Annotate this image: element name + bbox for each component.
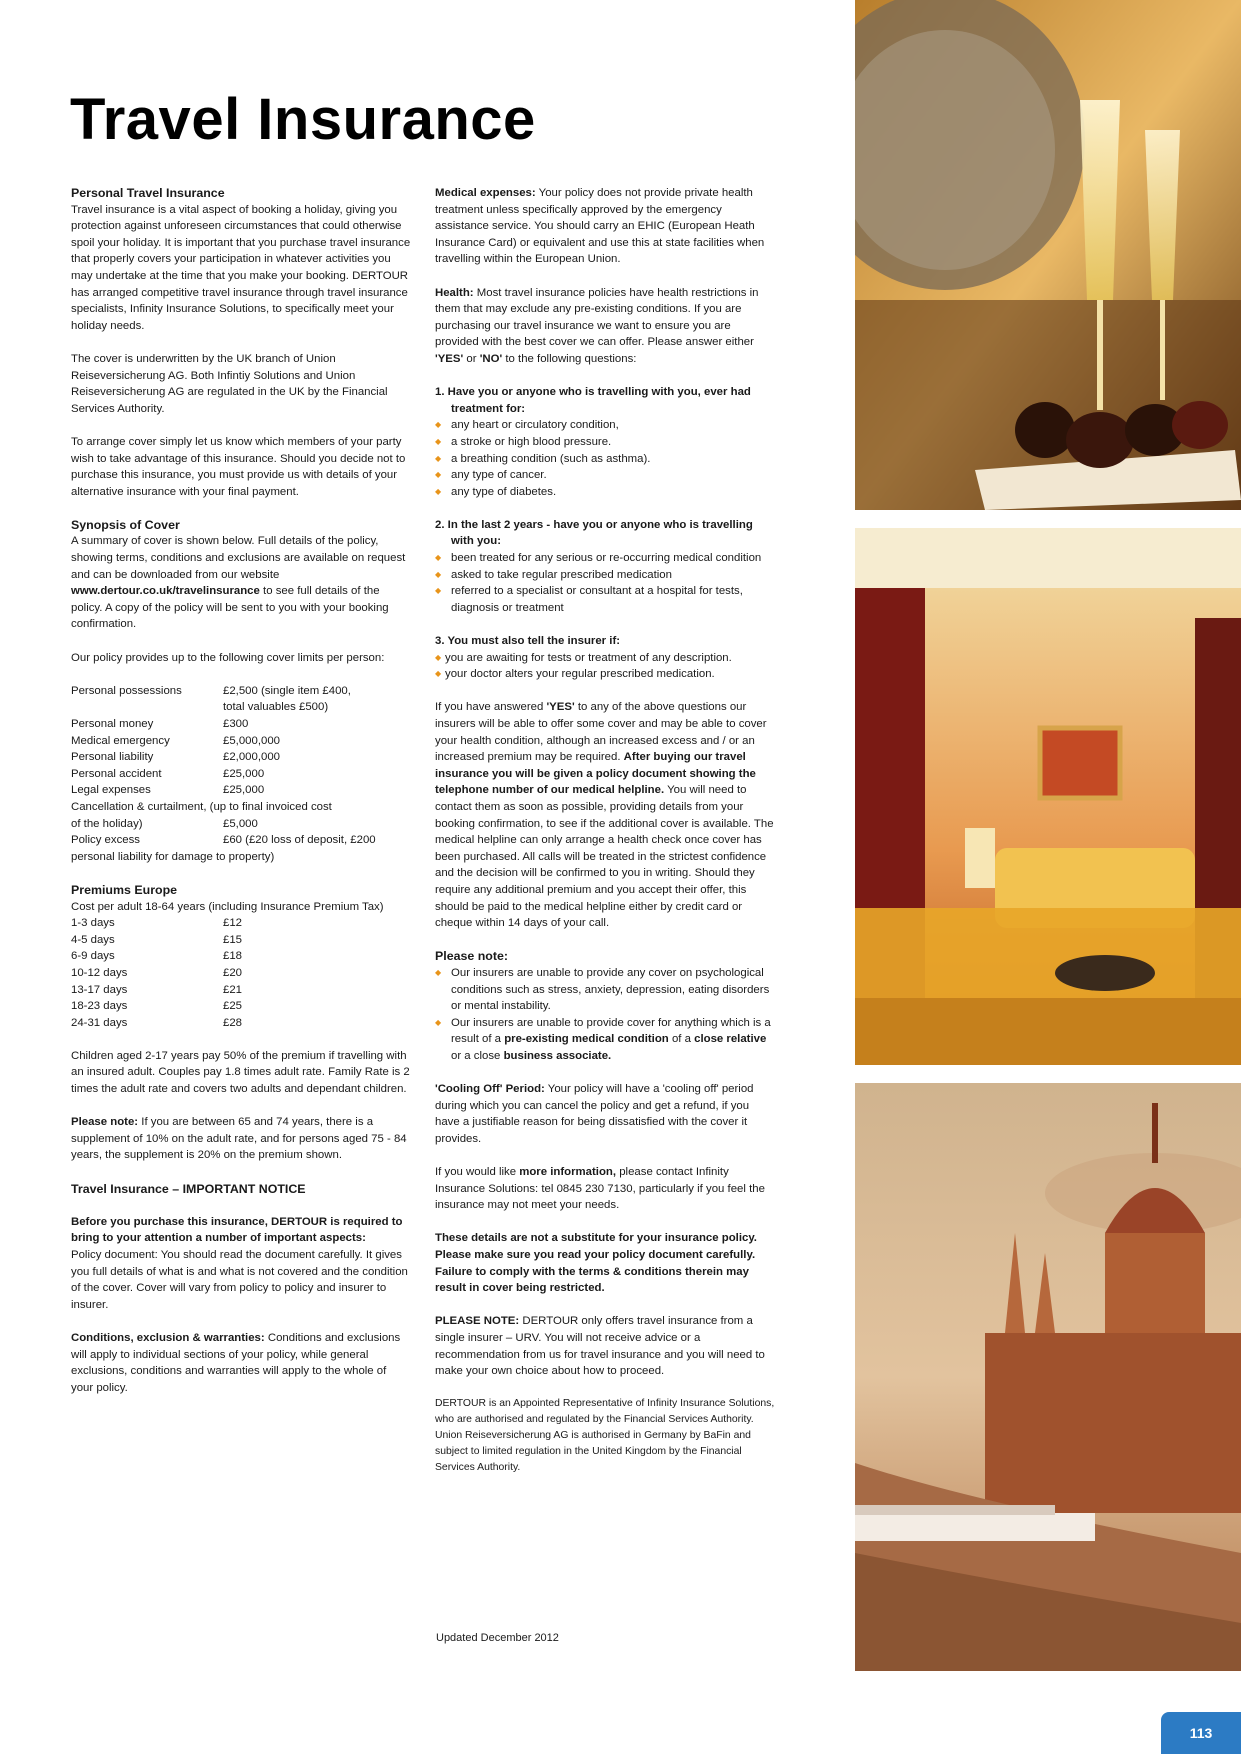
pn-item-text: Our insurers are unable to provide cover for anything which is a result of a [451, 1016, 771, 1046]
premium-price: £28 [223, 1016, 243, 1029]
answered-text-2: to any of the above questions our insurers will be able to offer some cover and may be able to cover your health condition, although an increased excess and / or an increased premium may be required. [435, 701, 767, 764]
limit-label: Personal accident [71, 767, 162, 780]
champagne-photo [855, 0, 1241, 510]
left-column [71, 185, 411, 1413]
updated-date: Updated December 2012 [436, 1632, 559, 1644]
important-notice-heading: Travel Insurance – IMPORTANT NOTICE [71, 1181, 306, 1196]
limit-value: £25,000 [223, 784, 265, 797]
cooling-off-paragraph [435, 1081, 775, 1147]
question-2: 2. In the last 2 years - have you or anyone who is travelling with you: [435, 518, 753, 548]
parliament-photo [855, 1083, 1241, 1671]
question-1-list [435, 417, 775, 500]
personal-insurance-heading: Personal Travel Insurance [71, 186, 225, 200]
hotel-room-photo [855, 528, 1241, 1065]
limit-label: Personal possessions [71, 684, 182, 697]
list-item: ◆ been treated for any serious or re-occurring medical condition [435, 550, 775, 567]
age-supplement-note [71, 1114, 411, 1164]
limit-label: Personal liability [71, 751, 154, 764]
health-paragraph [435, 285, 775, 368]
pn-item-bold-3: business associate. [503, 1049, 612, 1062]
cancellation-line: Cancellation & curtailment, (up to final invoiced cost [71, 800, 332, 813]
list-item [435, 1015, 775, 1065]
premium-price: £12 [223, 917, 243, 930]
list-item: ◆ any type of diabetes. [435, 484, 775, 501]
limit-value: £5,000 [223, 817, 258, 830]
table-row [71, 799, 376, 816]
table-row [71, 716, 376, 733]
premium-price: £20 [223, 966, 243, 979]
health-text-end: to the following questions: [505, 352, 637, 365]
table-row [71, 749, 376, 766]
pn-item-bold-2: close relative [694, 1033, 767, 1046]
champagne-image [855, 0, 1241, 510]
important-notice-bold: Before you purchase this insurance, DERTOUR is required to bring to your attention a number of important aspects: [71, 1215, 403, 1245]
limits-intro: Our policy provides up to the following cover limits per person: [71, 651, 385, 664]
question-2-list [435, 550, 775, 616]
synopsis-heading: Synopsis of Cover [71, 517, 180, 532]
pn-item-bold-1: pre-existing medical condition [504, 1033, 669, 1046]
list-item: ◆ you are awaiting for tests or treatment of any description. [435, 650, 775, 667]
premium-days: 1-3 days [71, 917, 115, 930]
more-info-bold: more information, [519, 1166, 617, 1179]
please-note-text: If you are between 65 and 74 years, there is a supplement of 10% on the adult rate, and for persons aged 75 - 84 years, the supplement is 20% on the premium shown. [71, 1116, 407, 1162]
conditions-label: Conditions, exclusion & warranties: [71, 1331, 265, 1344]
premium-days: 6-9 days [71, 950, 115, 963]
answered-text: If you have answered [435, 701, 544, 714]
premium-price: £18 [223, 950, 243, 963]
parliament-image [855, 1083, 1241, 1671]
excess-line-2: personal liability for damage to property) [71, 850, 275, 863]
limit-label: Medical emergency [71, 734, 170, 747]
personal-insurance-paragraph-3: To arrange cover simply let us know which members of your party wish to take advantage of this insurance. Should you decide not to purchase this insurance, you must provide us with details of your alternative insurance with your final payment. [71, 435, 406, 498]
table-row [71, 948, 242, 965]
limit-value: £60 (£20 loss of deposit, £200 [223, 834, 376, 847]
synopsis-text-end: to see full details of the policy. A copy of the policy will be sent to you with your booking confirmation. [71, 585, 389, 631]
premium-days: 4-5 days [71, 933, 115, 946]
substitute-warning: These details are not a substitute for your insurance policy. Please make sure you read your policy document carefully. Failure to comply with the terms & conditions therein may result in cover being restricted. [435, 1232, 757, 1295]
limit-value: £2,000,000 [223, 751, 281, 764]
health-text: Most travel insurance policies have health restrictions in them that may exclude any pre-existing conditions. If you are purchasing our travel insurance we want to ensure you are provided with the best cover we can offer. Please answer either [435, 286, 759, 349]
health-label: Health: [435, 286, 474, 299]
conditions-paragraph [71, 1330, 411, 1396]
list-item: ◆ any type of cancer. [435, 467, 775, 484]
pn-item-text-3: or a close [451, 1049, 501, 1062]
table-row [71, 998, 242, 1015]
limit-label: Legal expenses [71, 784, 151, 797]
premiums-heading: Premiums Europe [71, 882, 178, 897]
please-note-label: Please note: [71, 1116, 139, 1129]
cover-limits-table [71, 683, 376, 866]
medical-expenses-paragraph [435, 185, 775, 268]
table-row [71, 733, 376, 750]
table-row [71, 766, 376, 783]
table-row [71, 832, 376, 849]
question-1: 1. Have you or anyone who is travelling with you, ever had treatment for: [435, 386, 751, 415]
more-info-text: If you would like [435, 1166, 517, 1179]
please-note-heading: Please note: [435, 949, 508, 964]
premium-price: £21 [223, 983, 243, 996]
synopsis-paragraph [71, 533, 411, 633]
personal-insurance-paragraph-1: Travel insurance is a vital aspect of booking a holiday, giving you protection against unforeseen circumstances that could otherwise spoil your holiday. It is important that you purchase travel insurance that properly covers your participation in whatever activities you may undertake at the time that you make your booking. DERTOUR has arranged competitive travel insurance through travel insurance specialists, Infinity Insurance Solutions, to specifically meet your holiday needs. [71, 203, 411, 332]
premium-price: £15 [223, 933, 243, 946]
table-row [71, 982, 242, 999]
no-label: 'NO' [479, 352, 503, 365]
synopsis-text: A summary of cover is shown below. Full details of the policy, showing terms, conditions and exclusions are available on request and can be downloaded from our website [71, 535, 406, 581]
premium-days: 24-31 days [71, 1016, 128, 1029]
list-item: ◆ any heart or circulatory condition, [435, 417, 775, 434]
premium-price: £25 [223, 1000, 243, 1013]
premiums-table [71, 915, 242, 1031]
question-3: 3. You must also tell the insurer if: [435, 635, 621, 648]
premium-days: 13-17 days [71, 983, 128, 996]
more-info-paragraph [435, 1164, 775, 1214]
cooling-off-text: Your policy will have a 'cooling off' period during which you can cancel the policy and get a refund, if you have a justifiable reason for being dissatisfied with the cover it provides. [435, 1083, 754, 1145]
medical-label: Medical expenses: [435, 187, 536, 199]
table-row [71, 683, 376, 716]
limit-value: £5,000,000 [223, 734, 281, 747]
premium-days: 18-23 days [71, 1000, 128, 1013]
list-item: ◆ a stroke or high blood pressure. [435, 434, 775, 451]
limit-label: Personal money [71, 718, 154, 730]
single-insurer-text: DERTOUR only offers travel insurance from a single insurer – URV. You will not receive advice or a recommendation from us for travel insurance and you will need to make your own choice about how to proceed. [435, 1315, 765, 1378]
page-title: Travel Insurance [70, 87, 536, 152]
list-item: ◆ Our insurers are unable to provide any cover on psychological conditions such as stress, anxiety, depression, eating disorders or mental instability. [435, 965, 775, 1015]
single-insurer-paragraph [435, 1313, 775, 1379]
children-paragraph: Children aged 2-17 years pay 50% of the premium if travelling with an insured adult. Couples pay 1.8 times adult rate. Family Rate is 2 times the adult rate and covers two adults and dependant children. [71, 1049, 410, 1096]
please-note-list [435, 965, 775, 1065]
table-row [71, 1015, 242, 1032]
list-item: ◆ a breathing condition (such as asthma). [435, 451, 775, 468]
answered-text-3: You will need to contact them as soon as possible, providing details from your booking confirmation, to see if the additional cover is available. The medical helpline can only arrange a health check once cover has been purchased. All calls will be treated in the strictest confidence and the decision will be confirmed to you in writing. Should they require any additional premium and you accept their offer, this should be paid to the medical helpline either by credit card or cheque within 14 days of your call. [435, 784, 774, 930]
question-3-list [435, 650, 775, 683]
list-item: ◆ asked to take regular prescribed medication [435, 567, 775, 584]
cooling-off-label: 'Cooling Off' Period: [435, 1083, 545, 1096]
please-note-caps-label: PLEASE NOTE: [435, 1315, 520, 1328]
limit-value: £25,000 [223, 767, 265, 780]
list-item: ◆ your doctor alters your regular prescribed medication. [435, 666, 775, 683]
table-row [71, 816, 376, 833]
table-row [71, 782, 376, 799]
list-item: ◆ referred to a specialist or consultant at a hospital for tests, diagnosis or treatment [435, 583, 775, 616]
yes-label: 'YES' [435, 352, 464, 365]
limit-label: of the holiday) [71, 817, 143, 830]
table-row [71, 932, 242, 949]
answered-yes-paragraph [435, 699, 775, 931]
hotel-room-image [855, 528, 1241, 1065]
website-link[interactable]: www.dertour.co.uk/travelinsurance [71, 585, 260, 598]
answered-bold-text: After buying our travel insurance you will be given a policy document showing the telephone number of our medical helpline. [435, 751, 756, 797]
fsa-statement: DERTOUR is an Appointed Representative of Infinity Insurance Solutions, who are authorised and regulated by the Financial Services Authority. Union Reiseversicherung AG is authorised in Germany by BaFin and subject to limited regulation in the United Kingdom by the Financial Services Authority. [435, 1398, 775, 1473]
page-number: 113 [1161, 1712, 1241, 1754]
medical-text: Your policy does not provide private health treatment unless specifically approved by the emergency assistance service. You should carry an EHIC (European Heath Insurance Card) or equivalent and use this at state facilities when travelling within the European Union. [435, 187, 765, 266]
or-text: or [466, 352, 477, 365]
pn-item-text-2: of a [671, 1033, 691, 1046]
limit-value-line-2: total valuables £500) [223, 701, 329, 714]
personal-insurance-paragraph-2: The cover is underwritten by the UK branch of Union Reiseversicherung AG. Both Infintiy Solutions and Union Reiseversicherung AG are regulated in the UK by the Financial Services Authority. [71, 352, 388, 415]
limit-label: Policy excess [71, 834, 141, 847]
limit-value [223, 683, 376, 716]
conditions-text: Conditions and exclusions will apply to individual sections of your policy, while general exclusions, conditions and warranties will apply to the whole of your policy. [71, 1331, 401, 1394]
limit-value-line-1: £2,500 (single item £400, [223, 684, 351, 697]
premium-days: 10-12 days [71, 966, 128, 979]
table-row [71, 915, 242, 932]
premiums-intro: Cost per adult 18-64 years (including Insurance Premium Tax) [71, 900, 384, 913]
limit-value: £300 [223, 718, 249, 730]
more-info-text-2: please contact Infinity Insurance Solutions: tel 0845 230 7130, particularly if you feel the insurance may not meet your needs. [435, 1166, 765, 1212]
table-row [71, 849, 376, 866]
table-row [71, 965, 242, 982]
answered-yes-label: 'YES' [546, 701, 575, 714]
right-column [435, 185, 775, 1492]
policy-document-paragraph: Policy document: You should read the document carefully. It gives you full details of what is and what is not covered and the condition of the cover. Cover will vary from policy to policy and insurer to insurer. [71, 1249, 408, 1311]
